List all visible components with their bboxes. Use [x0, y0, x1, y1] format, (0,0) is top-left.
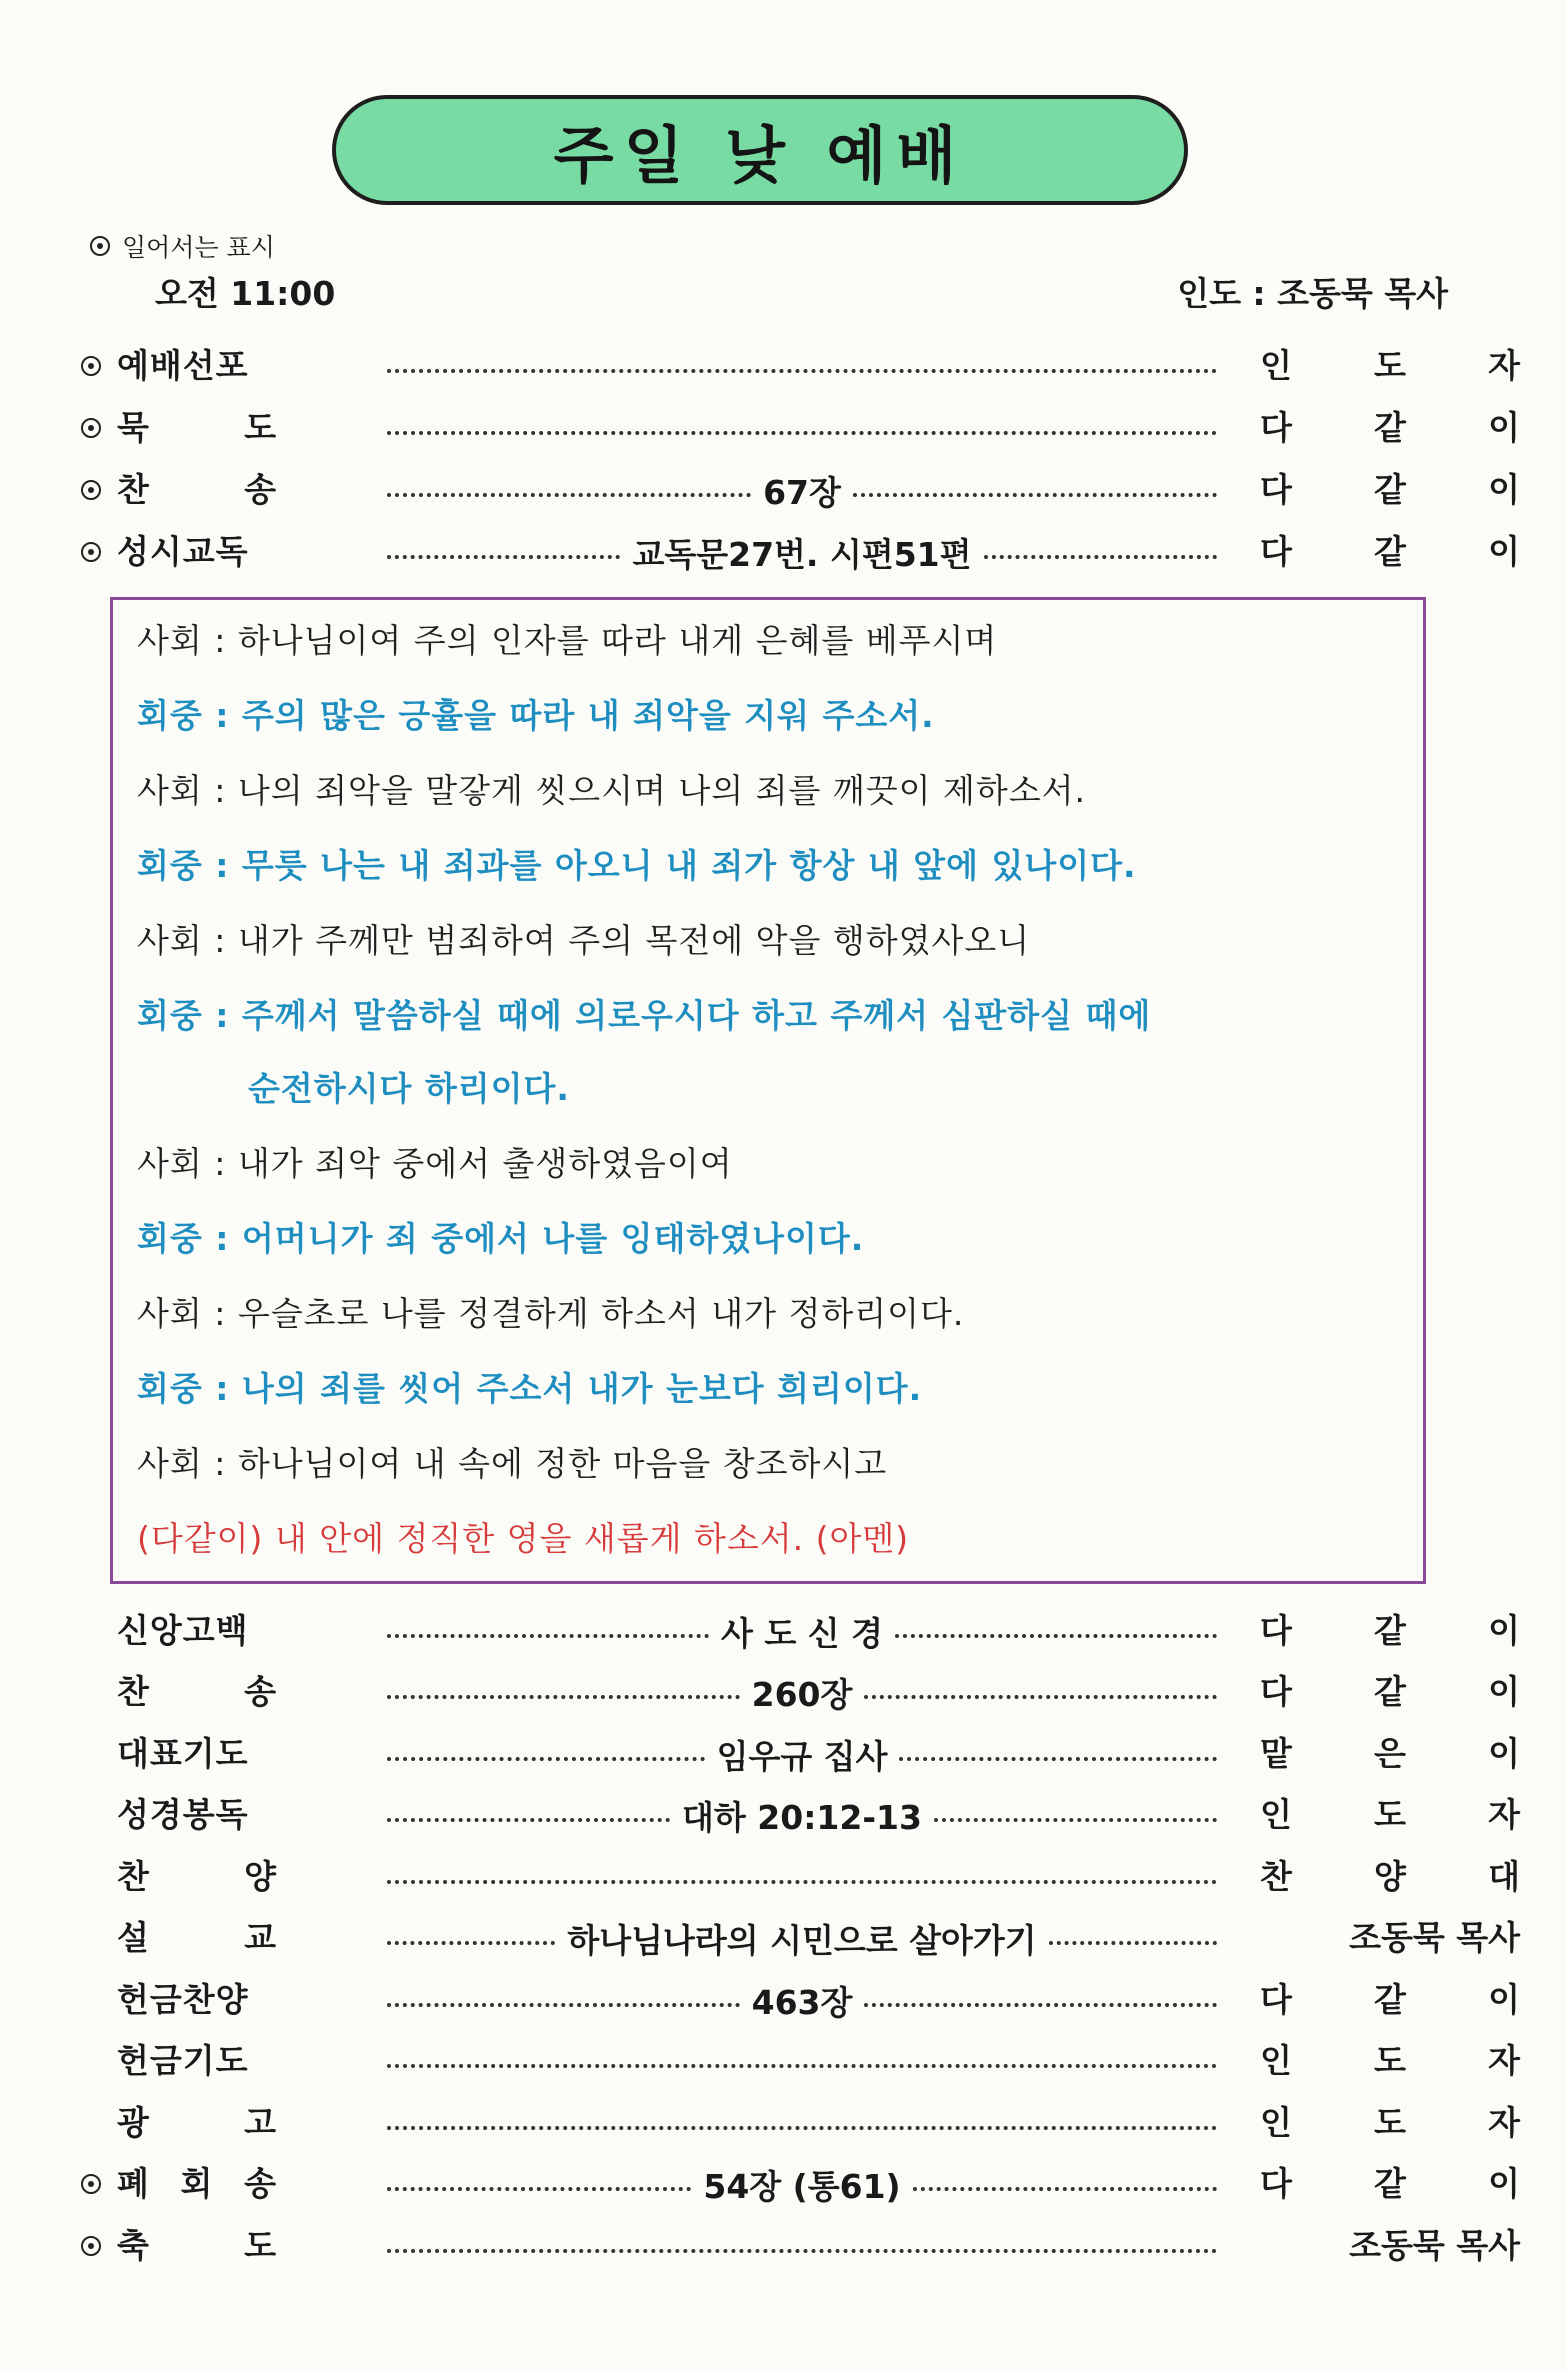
order-row — [75, 528, 1520, 576]
reading-leader-line: 사회 : 하나님이여 내 속에 정한 마음을 창조하시고 — [137, 1444, 888, 1483]
order-row — [75, 1791, 1520, 1839]
order-item-name: 성경봉독 — [117, 1795, 249, 1834]
service-leader: 인도 : 조동묵 목사 — [1177, 274, 1448, 313]
dot-leader — [387, 532, 1217, 572]
service-title-banner — [332, 95, 1188, 205]
order-item-name: 축 도 — [117, 2226, 277, 2265]
dot-leader — [387, 470, 1217, 510]
order-item-name: 찬 양 — [117, 1857, 277, 1896]
standing-mark-icon — [81, 480, 101, 500]
reading-congregation-line: 회중 : 주께서 말씀하실 때에 의로우시다 하고 주께서 심판하실 때에 — [137, 996, 1152, 1035]
order-row — [75, 404, 1520, 452]
dot-leader — [387, 1734, 1217, 1774]
order-row — [75, 1976, 1520, 2024]
dot-leader — [387, 2041, 1217, 2081]
order-item-name: 찬 송 — [117, 470, 277, 509]
dot-leader — [387, 1980, 1217, 2020]
order-item-person: 다 같 이 — [1260, 1611, 1520, 1650]
order-item-person: 조동묵 목사 — [1349, 2226, 1520, 2265]
order-item-detail: 260장 — [751, 1674, 853, 1714]
order-item-name: 찬 송 — [117, 1672, 277, 1711]
order-item-detail: 463장 — [751, 1982, 853, 2022]
order-row — [75, 2037, 1520, 2085]
standing-mark-icon — [81, 542, 101, 562]
dot-leader — [387, 2103, 1217, 2143]
dot-leader — [387, 1672, 1217, 1712]
service-title: 주일 낮 예배 — [553, 118, 967, 192]
order-item-name: 헌금찬양 — [117, 1980, 249, 2019]
standing-mark-icon — [90, 236, 110, 256]
order-item-name: 대표기도 — [117, 1734, 249, 1773]
order-item-name: 설 교 — [117, 1918, 277, 1957]
order-row — [75, 2160, 1520, 2208]
order-item-person: 조동묵 목사 — [1349, 1918, 1520, 1957]
order-row — [75, 2222, 1520, 2270]
order-item-name: 폐 회 송 — [117, 2164, 277, 2203]
reading-leader-line: 사회 : 내가 주께만 범죄하여 주의 목전에 악을 행하였사오니 — [137, 921, 1031, 960]
order-item-person: 다 같 이 — [1260, 1672, 1520, 1711]
standing-mark-icon — [81, 356, 101, 376]
order-item-detail: 대하 20:12-13 — [682, 1797, 922, 1837]
dot-leader — [387, 2226, 1217, 2266]
dot-leader — [387, 408, 1217, 448]
order-row — [75, 466, 1520, 514]
dot-leader — [387, 1611, 1217, 1651]
order-row — [75, 342, 1520, 390]
reading-unison-line: (다같이) 내 안에 정직한 영을 새롭게 하소서. (아멘) — [137, 1519, 910, 1558]
reading-leader-line: 사회 : 나의 죄악을 말갛게 씻으시며 나의 죄를 깨끗이 제하소서. — [137, 771, 1086, 810]
order-item-person: 인 도 자 — [1260, 1795, 1520, 1834]
order-item-detail: 임우규 집사 — [716, 1736, 888, 1776]
order-item-person: 맡 은 이 — [1260, 1734, 1520, 1773]
standing-mark-icon — [81, 2174, 101, 2194]
reading-congregation-line: 회중 : 어머니가 죄 중에서 나를 잉태하였나이다. — [137, 1219, 865, 1258]
dot-leader — [387, 2164, 1217, 2204]
reading-leader-line: 사회 : 내가 죄악 중에서 출생하였음이여 — [137, 1144, 733, 1183]
order-item-person: 인 도 자 — [1260, 2103, 1520, 2142]
order-row — [75, 1730, 1520, 1778]
dot-leader — [387, 346, 1217, 386]
order-item-name: 예배선포 — [117, 346, 249, 385]
order-item-person: 인 도 자 — [1260, 346, 1520, 385]
order-item-name: 헌금기도 — [117, 2041, 249, 2080]
reading-congregation-line: 회중 : 나의 죄를 씻어 주소서 내가 눈보다 희리이다. — [137, 1369, 923, 1408]
order-item-person: 다 같 이 — [1260, 470, 1520, 509]
standing-legend-text: 일어서는 표시 — [122, 233, 275, 262]
order-row — [75, 2099, 1520, 2147]
order-row — [75, 1853, 1520, 1901]
dot-leader — [387, 1795, 1217, 1835]
dot-leader — [387, 1857, 1217, 1897]
reading-leader-line: 사회 : 우슬초로 나를 정결하게 하소서 내가 정하리이다. — [137, 1294, 965, 1333]
service-time: 오전 11:00 — [155, 274, 336, 313]
order-item-detail: 사 도 신 경 — [721, 1613, 883, 1653]
reading-leader-line: 사회 : 하나님이여 주의 인자를 따라 내게 은혜를 베푸시며 — [137, 621, 998, 660]
standing-mark-icon — [81, 2236, 101, 2256]
standing-legend — [90, 228, 275, 264]
reading-congregation-line: 회중 : 주의 많은 긍휼을 따라 내 죄악을 지워 주소서. — [137, 696, 935, 735]
order-row — [75, 1607, 1520, 1655]
reading-congregation-line: 순전하시다 하리이다. — [248, 1069, 570, 1108]
order-item-name: 묵 도 — [117, 408, 277, 447]
order-row — [75, 1914, 1520, 1962]
standing-mark-icon — [81, 418, 101, 438]
order-item-person: 다 같 이 — [1260, 532, 1520, 571]
order-item-person: 다 같 이 — [1260, 408, 1520, 447]
order-item-person: 다 같 이 — [1260, 2164, 1520, 2203]
order-item-detail: 하나님나라의 시민으로 살아가기 — [567, 1920, 1037, 1960]
responsive-reading-box — [110, 597, 1426, 1584]
order-item-person: 인 도 자 — [1260, 2041, 1520, 2080]
order-item-person: 찬 양 대 — [1260, 1857, 1520, 1896]
dot-leader — [387, 1918, 1217, 1958]
order-item-name: 광 고 — [117, 2103, 277, 2142]
order-item-detail: 교독문27번. 시편51편 — [632, 534, 972, 574]
order-item-detail: 54장 (통61) — [703, 2166, 901, 2206]
order-item-name: 성시교독 — [117, 532, 249, 571]
order-item-person: 다 같 이 — [1260, 1980, 1520, 2019]
order-item-name: 신앙고백 — [117, 1611, 249, 1650]
order-row — [75, 1668, 1520, 1716]
reading-congregation-line: 회중 : 무릇 나는 내 죄과를 아오니 내 죄가 항상 내 앞에 있나이다. — [137, 846, 1137, 885]
order-item-detail: 67장 — [763, 472, 841, 512]
